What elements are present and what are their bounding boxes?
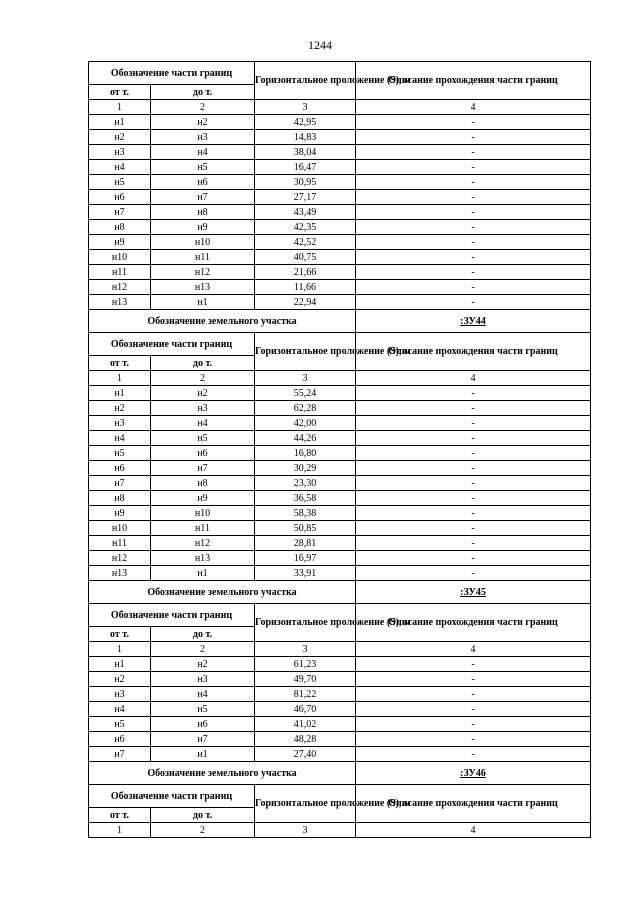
horizontal-distance: 61,23 xyxy=(255,657,356,672)
table-row xyxy=(89,476,591,491)
table-row xyxy=(89,205,591,220)
to-header: до т. xyxy=(151,356,255,371)
description: - xyxy=(356,386,591,401)
from-point: н1 xyxy=(89,115,151,130)
column-number: 4 xyxy=(356,100,591,115)
table-row xyxy=(89,747,591,762)
table-row xyxy=(89,702,591,717)
to-point: н5 xyxy=(151,431,255,446)
table-row xyxy=(89,160,591,175)
table-row xyxy=(89,401,591,416)
horizontal-distance: 28,81 xyxy=(255,536,356,551)
from-point: н8 xyxy=(89,491,151,506)
from-point: н9 xyxy=(89,506,151,521)
numbering-row xyxy=(89,371,591,386)
description: - xyxy=(356,220,591,235)
header-row xyxy=(89,333,591,356)
to-point: н4 xyxy=(151,687,255,702)
to-point: н9 xyxy=(151,491,255,506)
column-number: 2 xyxy=(151,100,255,115)
description: - xyxy=(356,657,591,672)
to-point: н4 xyxy=(151,145,255,160)
parcel-code: :ЗУ46 xyxy=(356,762,591,785)
parcel-designation-row xyxy=(89,762,591,785)
table-row xyxy=(89,732,591,747)
from-point: н4 xyxy=(89,431,151,446)
horizontal-distance: 30,29 xyxy=(255,461,356,476)
from-header: от т. xyxy=(89,85,151,100)
table-row xyxy=(89,250,591,265)
description: - xyxy=(356,115,591,130)
horizontal-header: Горизонтальное проложение (S), м xyxy=(255,333,356,371)
to-header: до т. xyxy=(151,627,255,642)
from-point: н7 xyxy=(89,205,151,220)
description: - xyxy=(356,446,591,461)
description: - xyxy=(356,732,591,747)
column-number: 3 xyxy=(255,823,356,838)
column-number: 3 xyxy=(255,100,356,115)
from-point: н2 xyxy=(89,130,151,145)
from-point: н12 xyxy=(89,551,151,566)
from-point: н4 xyxy=(89,160,151,175)
column-number: 1 xyxy=(89,371,151,386)
to-point: н7 xyxy=(151,190,255,205)
horizontal-distance: 42,95 xyxy=(255,115,356,130)
table-row xyxy=(89,145,591,160)
table-row xyxy=(89,280,591,295)
to-header: до т. xyxy=(151,808,255,823)
from-point: н10 xyxy=(89,521,151,536)
from-header: от т. xyxy=(89,808,151,823)
description: - xyxy=(356,687,591,702)
horizontal-distance: 40,75 xyxy=(255,250,356,265)
from-point: н5 xyxy=(89,175,151,190)
horizontal-distance: 30,95 xyxy=(255,175,356,190)
to-point: н8 xyxy=(151,205,255,220)
to-point: н11 xyxy=(151,250,255,265)
to-point: н4 xyxy=(151,416,255,431)
numbering-row xyxy=(89,823,591,838)
table-row xyxy=(89,461,591,476)
column-number: 3 xyxy=(255,642,356,657)
column-number: 1 xyxy=(89,823,151,838)
to-point: н6 xyxy=(151,446,255,461)
header-row xyxy=(89,785,591,808)
from-point: н6 xyxy=(89,461,151,476)
to-point: н11 xyxy=(151,521,255,536)
description: - xyxy=(356,295,591,310)
horizontal-distance: 50,85 xyxy=(255,521,356,536)
table-row xyxy=(89,220,591,235)
from-point: н9 xyxy=(89,235,151,250)
horizontal-distance: 16,47 xyxy=(255,160,356,175)
from-point: н11 xyxy=(89,265,151,280)
description: - xyxy=(356,235,591,250)
to-point: н1 xyxy=(151,566,255,581)
description: - xyxy=(356,280,591,295)
to-point: н3 xyxy=(151,130,255,145)
column-number: 1 xyxy=(89,100,151,115)
description: - xyxy=(356,461,591,476)
from-point: н5 xyxy=(89,717,151,732)
description: - xyxy=(356,521,591,536)
parts-header: Обозначение части границ xyxy=(89,604,255,627)
parts-header: Обозначение части границ xyxy=(89,62,255,85)
from-point: н6 xyxy=(89,732,151,747)
column-number: 2 xyxy=(151,371,255,386)
to-point: н13 xyxy=(151,551,255,566)
horizontal-distance: 42,35 xyxy=(255,220,356,235)
from-point: н13 xyxy=(89,566,151,581)
horizontal-header: Горизонтальное проложение (S), м xyxy=(255,785,356,823)
column-number: 4 xyxy=(356,823,591,838)
description: - xyxy=(356,476,591,491)
horizontal-distance: 36,58 xyxy=(255,491,356,506)
from-point: н11 xyxy=(89,536,151,551)
description: - xyxy=(356,491,591,506)
horizontal-distance: 62,28 xyxy=(255,401,356,416)
horizontal-distance: 27,17 xyxy=(255,190,356,205)
horizontal-distance: 27,40 xyxy=(255,747,356,762)
table-row xyxy=(89,446,591,461)
description-header: Описание прохождения части границ xyxy=(356,604,591,642)
from-point: н10 xyxy=(89,250,151,265)
description: - xyxy=(356,145,591,160)
parts-header: Обозначение части границ xyxy=(89,333,255,356)
from-point: н2 xyxy=(89,401,151,416)
table-row xyxy=(89,717,591,732)
horizontal-distance: 48,28 xyxy=(255,732,356,747)
description-header: Описание прохождения части границ xyxy=(356,333,591,371)
to-point: н2 xyxy=(151,386,255,401)
from-point: н6 xyxy=(89,190,151,205)
from-point: н8 xyxy=(89,220,151,235)
parcel-label: Обозначение земельного участка xyxy=(89,581,356,604)
description: - xyxy=(356,416,591,431)
description: - xyxy=(356,401,591,416)
horizontal-distance: 42,00 xyxy=(255,416,356,431)
numbering-row xyxy=(89,100,591,115)
from-point: н3 xyxy=(89,145,151,160)
from-point: н2 xyxy=(89,672,151,687)
horizontal-distance: 46,70 xyxy=(255,702,356,717)
table-row xyxy=(89,566,591,581)
description: - xyxy=(356,130,591,145)
from-point: н7 xyxy=(89,747,151,762)
description: - xyxy=(356,506,591,521)
table-row xyxy=(89,295,591,310)
horizontal-distance: 21,66 xyxy=(255,265,356,280)
to-point: н5 xyxy=(151,702,255,717)
table-row xyxy=(89,175,591,190)
from-point: н1 xyxy=(89,657,151,672)
description: - xyxy=(356,717,591,732)
from-point: н13 xyxy=(89,295,151,310)
from-point: н1 xyxy=(89,386,151,401)
to-point: н1 xyxy=(151,747,255,762)
parcel-designation-row xyxy=(89,310,591,333)
description: - xyxy=(356,190,591,205)
horizontal-distance: 22,94 xyxy=(255,295,356,310)
description-header: Описание прохождения части границ xyxy=(356,785,591,823)
to-point: н12 xyxy=(151,536,255,551)
header-row xyxy=(89,62,591,85)
table-row xyxy=(89,506,591,521)
horizontal-distance: 11,66 xyxy=(255,280,356,295)
table-row xyxy=(89,657,591,672)
column-number: 3 xyxy=(255,371,356,386)
description: - xyxy=(356,265,591,280)
table-row xyxy=(89,431,591,446)
to-point: н2 xyxy=(151,657,255,672)
table-row xyxy=(89,130,591,145)
to-point: н7 xyxy=(151,461,255,476)
table-row xyxy=(89,190,591,205)
description: - xyxy=(356,205,591,220)
horizontal-header: Горизонтальное проложение (S), м xyxy=(255,604,356,642)
table-row xyxy=(89,265,591,280)
to-header: до т. xyxy=(151,85,255,100)
description: - xyxy=(356,566,591,581)
horizontal-distance: 55,24 xyxy=(255,386,356,401)
to-point: н6 xyxy=(151,175,255,190)
horizontal-distance: 16,80 xyxy=(255,446,356,461)
from-point: н7 xyxy=(89,476,151,491)
numbering-row xyxy=(89,642,591,657)
column-number: 4 xyxy=(356,642,591,657)
horizontal-distance: 42,52 xyxy=(255,235,356,250)
parcel-label: Обозначение земельного участка xyxy=(89,310,356,333)
to-point: н12 xyxy=(151,265,255,280)
boundary-table xyxy=(88,61,591,838)
table-row xyxy=(89,672,591,687)
to-point: н2 xyxy=(151,115,255,130)
table-row xyxy=(89,521,591,536)
table-row xyxy=(89,536,591,551)
column-number: 1 xyxy=(89,642,151,657)
to-point: н1 xyxy=(151,295,255,310)
description: - xyxy=(356,431,591,446)
description-header: Описание прохождения части границ xyxy=(356,62,591,100)
description: - xyxy=(356,551,591,566)
page-number: 1244 xyxy=(308,38,332,52)
description: - xyxy=(356,747,591,762)
from-header: от т. xyxy=(89,356,151,371)
column-number: 2 xyxy=(151,823,255,838)
from-point: н12 xyxy=(89,280,151,295)
column-number: 4 xyxy=(356,371,591,386)
from-point: н5 xyxy=(89,446,151,461)
description: - xyxy=(356,702,591,717)
parcel-code: :ЗУ45 xyxy=(356,581,591,604)
from-point: н3 xyxy=(89,416,151,431)
to-point: н10 xyxy=(151,506,255,521)
horizontal-distance: 49,70 xyxy=(255,672,356,687)
to-point: н13 xyxy=(151,280,255,295)
to-point: н3 xyxy=(151,672,255,687)
from-header: от т. xyxy=(89,627,151,642)
to-point: н10 xyxy=(151,235,255,250)
horizontal-header: Горизонтальное проложение (S), м xyxy=(255,62,356,100)
horizontal-distance: 44,26 xyxy=(255,431,356,446)
to-point: н5 xyxy=(151,160,255,175)
horizontal-distance: 16,97 xyxy=(255,551,356,566)
table-row xyxy=(89,551,591,566)
table-row xyxy=(89,491,591,506)
horizontal-distance: 33,91 xyxy=(255,566,356,581)
description: - xyxy=(356,175,591,190)
table-row xyxy=(89,687,591,702)
horizontal-distance: 43,49 xyxy=(255,205,356,220)
horizontal-distance: 81,22 xyxy=(255,687,356,702)
table-row xyxy=(89,416,591,431)
column-number: 2 xyxy=(151,642,255,657)
parcel-label: Обозначение земельного участка xyxy=(89,762,356,785)
description: - xyxy=(356,536,591,551)
horizontal-distance: 58,38 xyxy=(255,506,356,521)
description: - xyxy=(356,160,591,175)
horizontal-distance: 41,02 xyxy=(255,717,356,732)
from-point: н4 xyxy=(89,702,151,717)
from-point: н3 xyxy=(89,687,151,702)
to-point: н3 xyxy=(151,401,255,416)
table-row xyxy=(89,235,591,250)
parcel-designation-row xyxy=(89,581,591,604)
parts-header: Обозначение части границ xyxy=(89,785,255,808)
parcel-code: :ЗУ44 xyxy=(356,310,591,333)
horizontal-distance: 14,83 xyxy=(255,130,356,145)
horizontal-distance: 38,04 xyxy=(255,145,356,160)
to-point: н7 xyxy=(151,732,255,747)
to-point: н9 xyxy=(151,220,255,235)
table-row xyxy=(89,386,591,401)
header-row xyxy=(89,604,591,627)
to-point: н6 xyxy=(151,717,255,732)
description: - xyxy=(356,672,591,687)
description: - xyxy=(356,250,591,265)
to-point: н8 xyxy=(151,476,255,491)
table-row xyxy=(89,115,591,130)
horizontal-distance: 23,30 xyxy=(255,476,356,491)
